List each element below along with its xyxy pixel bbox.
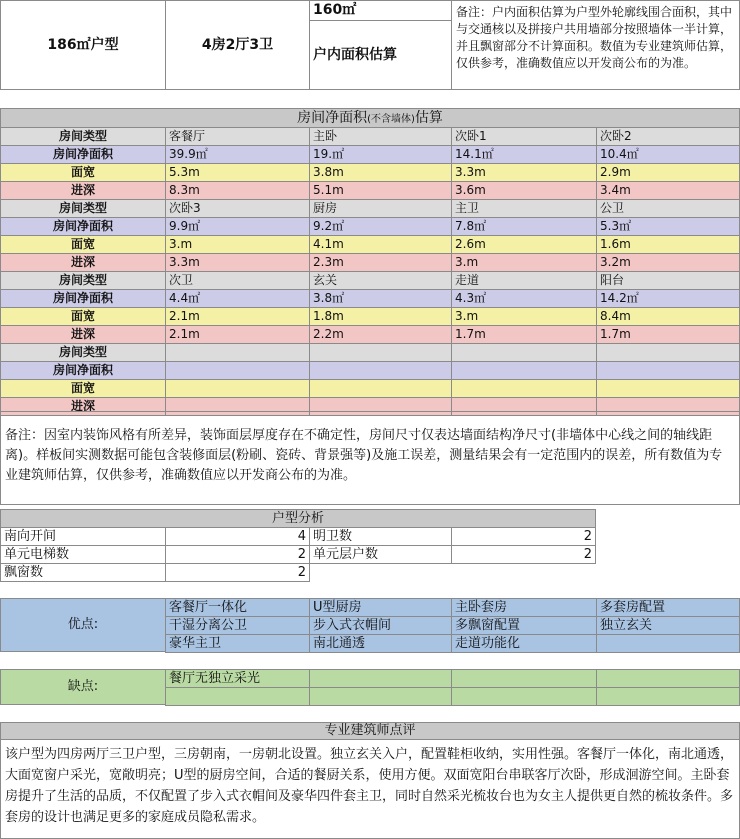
review-title: 专业建筑师点评	[0, 722, 740, 740]
row-label-area: 房间净面积	[0, 289, 166, 308]
room-width-cell	[596, 379, 740, 398]
con-item	[596, 687, 740, 706]
room-name-cell	[309, 343, 452, 362]
room-area-cell: 19.㎡	[309, 145, 452, 164]
room-name-cell: 厨房	[309, 199, 452, 218]
room-width-cell: 3.m	[165, 235, 310, 254]
room-section-title-main: 房间净面积	[297, 110, 368, 126]
analysis-l-label: 南向开间	[0, 527, 166, 546]
room-name-cell	[596, 343, 740, 362]
room-area-cell: 14.1㎡	[451, 145, 597, 164]
room-depth-cell: 3.3m	[165, 253, 310, 272]
row-label-area: 房间净面积	[0, 361, 166, 380]
room-area-cell: 9.9㎡	[165, 217, 310, 236]
pro-item: 多套房配置	[596, 598, 740, 617]
room-area-cell: 4.3㎡	[451, 289, 597, 308]
room-name-cell: 次卫	[165, 271, 310, 290]
room-area-cell: 14.2㎡	[596, 289, 740, 308]
row-label-area: 房间净面积	[0, 145, 166, 164]
con-item	[309, 669, 452, 688]
room-depth-cell: 1.7m	[451, 325, 597, 344]
room-width-cell	[451, 379, 597, 398]
pro-item: 干湿分离公卫	[165, 616, 310, 635]
room-width-cell: 5.3m	[165, 163, 310, 182]
con-item	[596, 669, 740, 688]
room-width-cell: 3.m	[451, 307, 597, 326]
review-text: 该户型为四房两厅三卫户型，三房朝南，一房朝北设置。独立玄关入户，配置鞋柜收纳，实用性强。客餐厅一体化，南北通透，大面宽窗户采光，宽敞明亮；U型的厨房空间，合适的餐厨关系，使用方便。双面宽阳台串联客厅次卧，形成洄游空间。主卧套房提升了生活的品质，不仅配置了步入式衣帽间及豪华四件套主卫，同时自然采光梳妆台也为女主人提供更自然的梳妆条件。多套房的设计也满足更多的家庭成员隐私需求。	[0, 739, 740, 839]
room-name-cell: 客餐厅	[165, 127, 310, 146]
room-area-cell: 3.8㎡	[309, 289, 452, 308]
room-name-cell: 玄关	[309, 271, 452, 290]
analysis-r-label: 明卫数	[309, 527, 452, 546]
row-label-depth: 进深	[0, 253, 166, 272]
analysis-l-value: 2	[165, 563, 310, 582]
analysis-l-label: 单元电梯数	[0, 545, 166, 564]
room-area-cell: 9.2㎡	[309, 217, 452, 236]
room-name-cell	[165, 343, 310, 362]
room-depth-cell: 2.1m	[165, 325, 310, 344]
row-label-type: 房间类型	[0, 343, 166, 362]
room-area-cell: 39.9㎡	[165, 145, 310, 164]
pro-item: 南北通透	[309, 634, 452, 653]
room-area-cell	[165, 361, 310, 380]
room-section-title	[0, 108, 740, 128]
pro-item	[596, 634, 740, 653]
analysis-l-value: 4	[165, 527, 310, 546]
room-name-cell: 次卧3	[165, 199, 310, 218]
layout-type: 4房2厅3卫	[165, 0, 310, 90]
room-width-cell: 4.1m	[309, 235, 452, 254]
analysis-r-value: 2	[451, 527, 596, 546]
room-name-cell: 主卧	[309, 127, 452, 146]
room-name-cell	[451, 343, 597, 362]
room-depth-cell: 2.3m	[309, 253, 452, 272]
room-width-cell: 2.9m	[596, 163, 740, 182]
pro-item: 走道功能化	[451, 634, 597, 653]
room-width-cell: 8.4m	[596, 307, 740, 326]
pro-item: 多飘窗配置	[451, 616, 597, 635]
con-item	[165, 687, 310, 706]
room-name-cell: 阳台	[596, 271, 740, 290]
analysis-r-label: 单元层户数	[309, 545, 452, 564]
room-width-cell: 1.6m	[596, 235, 740, 254]
row-label-width: 面宽	[0, 307, 166, 326]
indoor-area-label: 户内面积估算	[309, 20, 452, 90]
con-item: 餐厅无独立采光	[165, 669, 310, 688]
pro-item: 步入式衣帽间	[309, 616, 452, 635]
row-label-depth: 进深	[0, 325, 166, 344]
room-section-title-end: 估算	[414, 110, 443, 126]
room-note: 备注：因室内装饰风格有所差异，装饰面层厚度存在不确定性，房间尺寸仅表达墙面结构净尺寸(非墙体中心线之间的轴线距离)。样板间实测数据可能包含装修面层(粉刷、瓷砖、背景强等)及施工误差，测量结果会有一定范围内的误差，所有数值为专业建筑师估算，仅供参考，准确数值应以开发商公布的为准。	[0, 411, 740, 505]
room-depth-cell: 3.4m	[596, 181, 740, 200]
pro-item: 主卧套房	[451, 598, 597, 617]
analysis-l-value: 2	[165, 545, 310, 564]
analysis-l-label: 飘窗数	[0, 563, 166, 582]
room-name-cell: 主卫	[451, 199, 597, 218]
room-depth-cell: 2.2m	[309, 325, 452, 344]
room-width-cell: 1.8m	[309, 307, 452, 326]
cons-label: 缺点:	[0, 669, 166, 705]
con-item	[451, 669, 597, 688]
row-label-depth: 进深	[0, 181, 166, 200]
room-name-cell: 次卧1	[451, 127, 597, 146]
pro-item: 豪华主卫	[165, 634, 310, 653]
room-area-cell	[451, 361, 597, 380]
room-depth-cell: 8.3m	[165, 181, 310, 200]
con-item	[309, 687, 452, 706]
room-width-cell: 3.3m	[451, 163, 597, 182]
room-area-cell	[309, 361, 452, 380]
row-label-width: 面宽	[0, 163, 166, 182]
room-width-cell	[309, 379, 452, 398]
area-type: 186㎡户型	[0, 0, 166, 90]
room-area-cell: 7.8㎡	[451, 217, 597, 236]
pros-label: 优点:	[0, 598, 166, 652]
room-depth-cell: 3.6m	[451, 181, 597, 200]
room-depth-cell: 5.1m	[309, 181, 452, 200]
room-width-cell: 3.8m	[309, 163, 452, 182]
row-label-area: 房间净面积	[0, 217, 166, 236]
header-note: 备注：户内面积估算为户型外轮廓线围合面积，其中与交通核以及拼接户共用墙部分按照墙体一半计算，并且飘窗部分不计算面积。数值为专业建筑师估算，仅供参考，准确数值应以开发商公布的为准。	[451, 0, 740, 90]
con-item	[451, 687, 597, 706]
room-name-cell: 走道	[451, 271, 597, 290]
room-width-cell	[165, 379, 310, 398]
room-area-cell: 5.3㎡	[596, 217, 740, 236]
analysis-title: 户型分析	[0, 509, 596, 528]
row-label-width: 面宽	[0, 379, 166, 398]
room-name-cell: 次卧2	[596, 127, 740, 146]
row-label-type: 房间类型	[0, 199, 166, 218]
room-depth-cell: 3.m	[451, 253, 597, 272]
room-depth-cell: 1.7m	[596, 325, 740, 344]
room-area-cell: 4.4㎡	[165, 289, 310, 308]
row-label-depth: 进深	[0, 397, 166, 416]
row-label-type: 房间类型	[0, 127, 166, 146]
room-area-cell	[596, 361, 740, 380]
pro-item: 独立玄关	[596, 616, 740, 635]
room-area-cell: 10.4㎡	[596, 145, 740, 164]
pro-item: 客餐厅一体化	[165, 598, 310, 617]
pro-item: U型厨房	[309, 598, 452, 617]
room-width-cell: 2.1m	[165, 307, 310, 326]
room-depth-cell: 3.2m	[596, 253, 740, 272]
row-label-width: 面宽	[0, 235, 166, 254]
analysis-r-value: 2	[451, 545, 596, 564]
room-section-title-small: (不含墙体)	[367, 114, 415, 125]
room-width-cell: 2.6m	[451, 235, 597, 254]
indoor-area-value: 160㎡	[309, 0, 452, 21]
row-label-type: 房间类型	[0, 271, 166, 290]
room-name-cell: 公卫	[596, 199, 740, 218]
